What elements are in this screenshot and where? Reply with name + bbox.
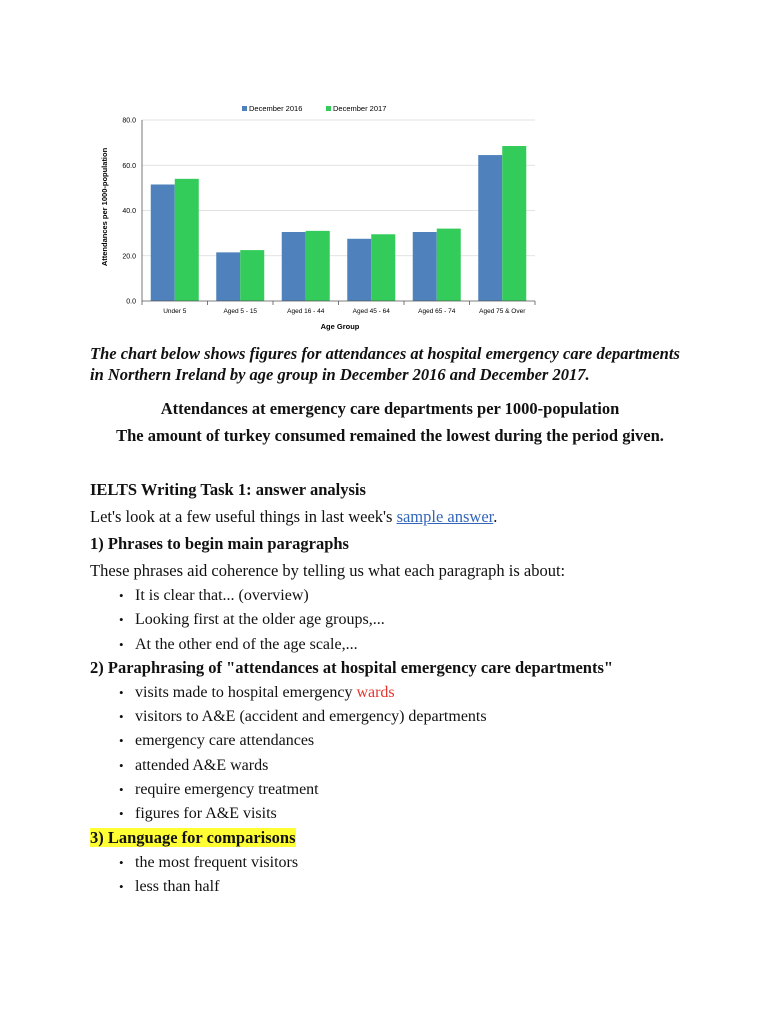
attendance-bar-chart xyxy=(95,95,545,335)
section1-text: These phrases aid coherence by telling us what each paragraph is about: xyxy=(90,561,566,580)
y-tick-label: 40.0 xyxy=(122,208,136,215)
y-tick-labels xyxy=(122,118,136,306)
section1-list xyxy=(90,584,690,657)
section1-heading: 1) Phrases to begin main paragraphs xyxy=(90,534,349,553)
x-tick-label: Aged 45 - 64 xyxy=(352,308,390,315)
x-tick-label: Aged 75 & Over xyxy=(479,308,526,315)
document-body xyxy=(90,343,690,899)
bar-2017 xyxy=(175,179,199,301)
list-item: • less than half xyxy=(135,875,690,899)
list-item: • It is clear that... (overview) xyxy=(135,584,690,608)
list-item: • attended A&E wards xyxy=(135,754,690,778)
section3-list xyxy=(90,851,690,900)
y-tick-label: 20.0 xyxy=(122,253,136,261)
list-item: • the most frequent visitors xyxy=(135,851,690,875)
section3-heading xyxy=(90,827,690,849)
bar-2016 xyxy=(282,232,306,301)
highlighted-word: wards xyxy=(356,683,395,701)
intro-text: Let's look at a few useful things in last week's xyxy=(90,507,397,526)
x-axis-label: Age Group xyxy=(320,322,360,331)
bar-2017 xyxy=(240,250,264,301)
x-tick-label: Aged 65 - 74 xyxy=(418,308,456,315)
bar-2016 xyxy=(478,155,502,301)
bar-2017 xyxy=(502,146,526,301)
section3-heading-text: 3) Language for comparisons xyxy=(90,827,296,847)
bar-2016 xyxy=(151,184,175,301)
bar-2017 xyxy=(437,229,461,301)
x-tick-label: Aged 16 - 44 xyxy=(287,308,325,315)
y-axis-label: Attendances per 1000-population xyxy=(100,147,109,267)
summary-line: The amount of turkey consumed remained the lowest during the period given. xyxy=(116,426,664,445)
list-item: • emergency care attendances xyxy=(135,729,690,753)
intro-end: . xyxy=(493,507,498,526)
sample-answer-link[interactable]: sample answer xyxy=(396,507,494,526)
chart-bars xyxy=(151,146,527,301)
list-item xyxy=(135,681,690,705)
x-category-labels xyxy=(163,308,526,315)
chart-caption: The chart below shows figures for attendances at hospital emergency care departments in Northern Ireland by age group in December 2016 and December 2017. xyxy=(90,344,680,384)
list-item: • require emergency treatment xyxy=(135,778,690,802)
y-tick-label: 60.0 xyxy=(122,162,136,170)
intro-paragraph xyxy=(90,506,690,528)
list-item: • figures for A&E visits xyxy=(135,802,690,826)
y-tick-label: 80.0 xyxy=(122,117,136,125)
chart-legend xyxy=(242,104,386,113)
analysis-heading: IELTS Writing Task 1: answer analysis xyxy=(90,480,366,499)
x-tick-label: Aged 5 - 15 xyxy=(223,308,258,315)
bar-2017 xyxy=(371,234,395,301)
chart-title-line: Attendances at emergency care departments per 1000-population xyxy=(160,399,620,418)
legend-label: December 2017 xyxy=(333,104,387,113)
chart-axes xyxy=(142,120,535,305)
list-item: • Looking first at the older age groups,... xyxy=(135,608,690,632)
legend-label: December 2016 xyxy=(249,104,303,113)
section2-heading: 2) Paraphrasing of "attendances at hospital emergency care departments" xyxy=(90,657,614,677)
list-item: • visitors to A&E (accident and emergency) departments xyxy=(135,705,690,729)
bar-2016 xyxy=(347,239,371,301)
chart-gridlines xyxy=(142,120,535,256)
section2-list xyxy=(90,681,690,827)
list-item-text: visits made to hospital emergency xyxy=(135,683,357,701)
y-tick-label: 0.0 xyxy=(126,298,136,306)
x-tick-label: Under 5 xyxy=(163,308,187,315)
bar-2016 xyxy=(216,252,240,301)
legend-swatch xyxy=(242,106,247,111)
bar-2017 xyxy=(306,231,330,301)
bar-2016 xyxy=(413,232,437,301)
list-item: • At the other end of the age scale,... xyxy=(135,633,690,657)
legend-swatch xyxy=(326,106,331,111)
